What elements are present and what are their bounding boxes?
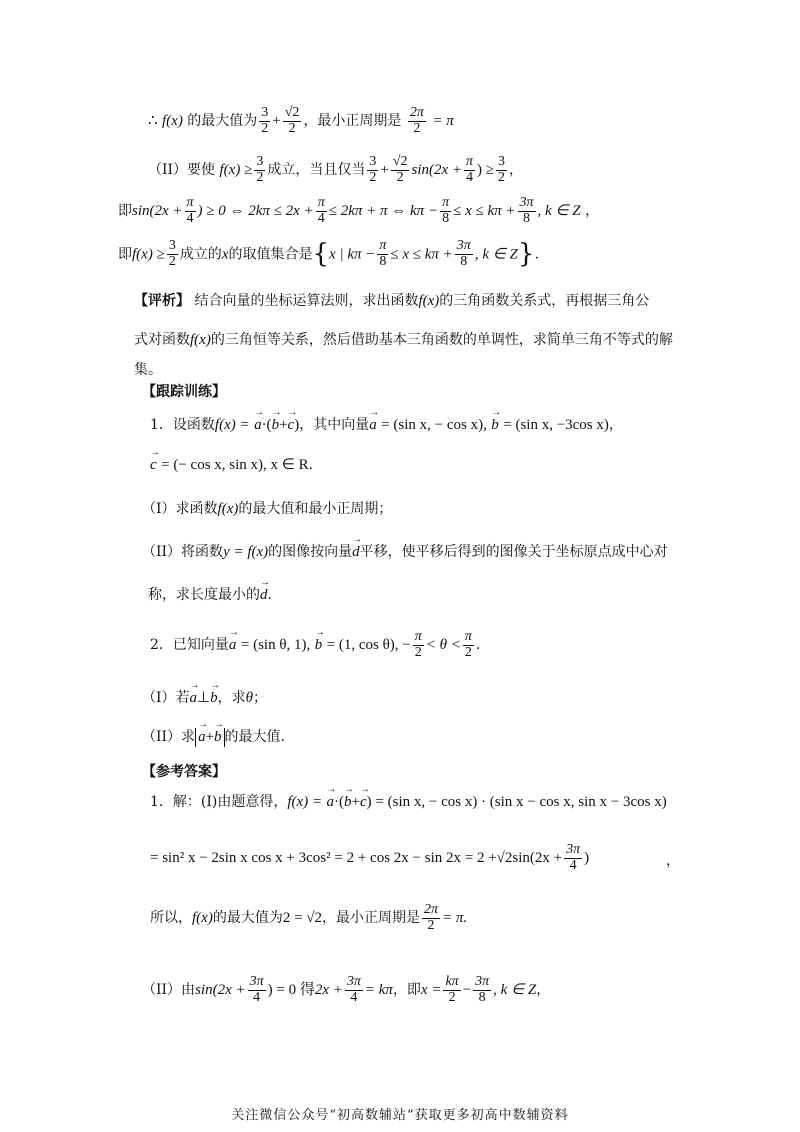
answer-1-part-2: （II）由sin(2x + $\frac{3\pi}{4}$ ) = 0 得2x + $\frac{3\pi}{4}$ = kπ，即x = $\frac{k\pi}{2}$ − $\frac{3\pi}{8}$ , k ∈ Z， [142, 974, 551, 1005]
text: 即 [118, 246, 132, 263]
fraction: $\frac{3\pi}{8}$ [456, 238, 471, 269]
fraction: $\frac{3\pi}{4}$ [566, 842, 581, 873]
fraction: $\frac{\pi}{4}$ [317, 195, 325, 226]
answer-1-line-2: = sin² x − 2sin x cos x + 3cos² = 2 + cos 2x − sin 2x = 2 +√2sin(2x + $\frac{3\pi}{4}$ ) [150, 842, 590, 873]
fx: f(x) [162, 113, 183, 130]
fraction: $\frac{3}{2}$ [256, 154, 264, 185]
vector-b: → b [214, 728, 222, 747]
vector-b: → b [210, 689, 218, 708]
problem-2-line-1: 2．已知向量→ a = (sin θ, 1), → b = (1, cos θ), − $\frac{\pi}{2}$ < θ < $\frac{\pi}{2}$ . [150, 630, 480, 660]
fraction: $\frac{3\pi}{4}$ [249, 974, 264, 1005]
fraction: $\frac{√2}{2}$ [284, 105, 300, 136]
answer-1-line-1: 1．解：(I)由题意得，f(x) = → a·(→ b+→ c) = (sin x, − cos x) · (sin x − cos x, sin x − 3cos x) [150, 793, 667, 812]
vector-a: → a [254, 416, 262, 435]
review-tag: 【评析】 [134, 293, 190, 309]
vector-a: → a [229, 636, 237, 655]
vector-c: → c [360, 793, 367, 812]
left-brace: { [312, 239, 330, 269]
fraction: $\frac{k\pi}{2}$ [445, 974, 459, 1005]
vector-c: → c [288, 416, 295, 435]
fraction: $\frac{√2}{2}$ [392, 154, 408, 185]
vector-b: → b [344, 793, 352, 812]
text: 成立，当且仅当 [267, 162, 366, 179]
problem-1-part-2-line-2: 称，求长度最小的→ d. [148, 586, 272, 605]
fraction: $\frac{3}{2}$ [168, 238, 176, 269]
fraction: $\frac{\pi}{8}$ [379, 238, 387, 269]
fraction: $\frac{\pi}{2}$ [464, 629, 472, 660]
vector-d: → d [352, 543, 360, 562]
fraction: $\frac{\pi}{8}$ [442, 195, 450, 226]
text: 的最大值为 [187, 113, 258, 130]
problem-1-line-1: 1．设函数f(x) = → a·(→ b+→ c)，其中向量→ a = (sin x, − cos x), → b = (sin x, −3cos x)， [150, 416, 623, 435]
footer-note: 关注微信公众号“初高数辅站”获取更多初高中数辅资料 [231, 1108, 569, 1123]
fraction: $\frac{3}{2}$ [261, 105, 269, 136]
fraction: $\frac{\pi}{4}$ [186, 195, 194, 226]
fraction: $\frac{3}{2}$ [369, 154, 377, 185]
text: 的取值集合是 [228, 246, 313, 263]
review-line-2: 式对函数f(x)的三角恒等关系，然后借助基本三角函数的单调性，求简单三角不等式的解 [134, 332, 673, 348]
problem-1-part-2-line-1: （II）将函数y = f(x)的图像按向量→ d平移，使平移后得到的图像关于坐标原点成中心对 [142, 543, 668, 562]
line-max-period: ∴ f(x) 的最大值为 $\frac{3}{2}$ + $\frac{√2}{2}$ ，最小正周期是 $\frac{2\pi}{2}$ = π [148, 105, 454, 136]
text: （II）要使 [148, 162, 216, 179]
fraction: $\frac{\pi}{2}$ [414, 629, 422, 660]
problem-2-part-1: （I）若→ a⊥→ b，求θ； [142, 689, 267, 708]
answer-1-line-3: 所以，f(x)的最大值为2 = √2，最小正周期是 $\frac{2\pi}{2}$ = π. [150, 902, 468, 933]
text: ，最小正周期是 [303, 113, 402, 130]
right-brace: } [517, 239, 535, 269]
therefore-symbol: ∴ [148, 113, 158, 130]
vector-b: → b [491, 416, 499, 435]
line-solution-set: 即f(x) ≥ $\frac{3}{2}$ 成立的x的取值集合是{x | kπ − $\frac{\pi}{8}$ ≤ x ≤ kπ + $\frac{3\pi}{8}$ , k ∈ Z}. [118, 238, 539, 269]
review-line-1: 【评析】 结合向量的坐标运算法则，求出函数f(x)的三角函数关系式，再根据三角公 [134, 293, 650, 309]
fraction: $\frac{3\pi}{8}$ [519, 195, 534, 226]
problem-1-part-1: （I）求函数f(x)的最大值和最小正周期； [142, 501, 393, 517]
answer-1-line-2-end: ， [666, 853, 680, 869]
line-part2-condition: （II）要使 f(x) ≥ $\frac{3}{2}$ 成立，当且仅当 $\frac{3}{2}$ + $\frac{√2}{2}$ sin(2x + $\frac{\pi}{4}$ ) ≥ $\frac{3}{2}$ ， [148, 154, 524, 185]
vector-a: → a [369, 416, 377, 435]
text: 成立的 [179, 246, 222, 263]
fraction: $\frac{\pi}{4}$ [466, 154, 474, 185]
vector-a: → a [327, 793, 335, 812]
vector-b: → b [315, 636, 323, 655]
vector-c: → c [150, 456, 157, 475]
fraction: $\frac{2\pi}{2}$ [409, 105, 424, 136]
fraction: $\frac{3}{2}$ [498, 154, 506, 185]
review-line-3: 集。 [134, 362, 162, 378]
problem-2-part-2: （II）求→ a+→ b 的最大值. [142, 728, 285, 747]
answer-heading: 【参考答案】 [142, 764, 226, 780]
vector-a: → a [198, 728, 206, 747]
vector-b: → b [272, 416, 280, 435]
problem-1-line-2: → c = (− cos x, sin x), x ∈ R. [150, 456, 313, 475]
training-heading: 【跟踪训练】 [142, 384, 226, 400]
line-inequality-chain: 即sin(2x + $\frac{\pi}{4}$ ) ≥ 0 ⇔ 2kπ ≤ 2x + $\frac{\pi}{4}$ ≤ 2kπ + π ⇔ kπ − $\frac{\pi}{8}$ ≤ x ≤ kπ + $\frac{3\pi}{8}$ , k ∈ Z ， [118, 195, 600, 226]
fraction: $\frac{3\pi}{8}$ [475, 974, 490, 1005]
text: 即 [118, 203, 132, 220]
pi-value: = π [432, 113, 454, 130]
vector-a: → a [190, 689, 198, 708]
fraction: $\frac{3\pi}{4}$ [346, 974, 361, 1005]
fraction: $\frac{2\pi}{2}$ [424, 902, 439, 933]
magnitude: → a+→ b [195, 728, 224, 747]
vector-d: → d [260, 586, 268, 605]
